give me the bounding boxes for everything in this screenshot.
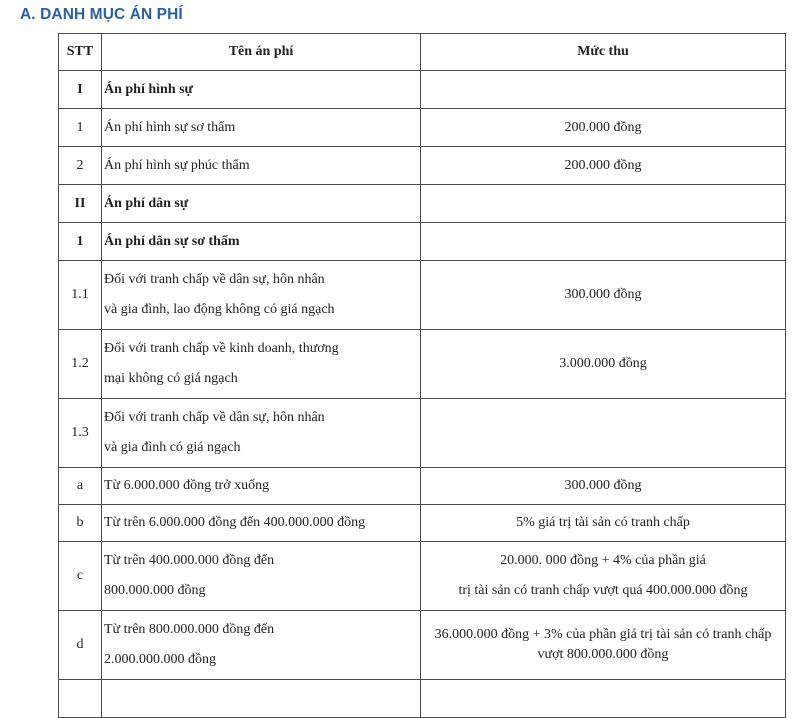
table-header-row <box>59 34 786 71</box>
table-row <box>59 680 786 718</box>
header-fee: Mức thu <box>421 34 786 71</box>
row-name <box>102 399 421 468</box>
row-name-line: Đối với tranh chấp về dân sự, hôn nhân <box>104 410 325 425</box>
row-name-line: Đối với tranh chấp về dân sự, hôn nhân <box>104 272 325 287</box>
table-row <box>59 223 786 261</box>
row-stt: I <box>59 71 102 109</box>
section-title: A. DANH MỤC ÁN PHÍ <box>20 6 183 23</box>
row-stt: d <box>59 611 102 680</box>
row-fee <box>421 611 786 680</box>
row-name-line: và gia đình, lao động không có giá ngạch <box>104 302 335 317</box>
row-stt: 1 <box>59 109 102 147</box>
row-fee <box>421 680 786 718</box>
row-name: Án phí hình sự <box>102 71 421 109</box>
fee-table <box>58 33 786 718</box>
row-name-line: Từ trên 800.000.000 đồng đến <box>104 622 275 637</box>
row-name: Từ trên 6.000.000 đồng đến 400.000.000 đồng <box>102 505 421 542</box>
row-stt: b <box>59 505 102 542</box>
table-row <box>59 109 786 147</box>
row-name: Án phí hình sự sơ thẩm <box>102 109 421 147</box>
row-name <box>102 542 421 611</box>
row-name-line: Từ trên 400.000.000 đồng đến <box>104 553 275 568</box>
row-fee-line: 36.000.000 đồng + 3% của phần giá trị tài sản có tranh chấp <box>434 627 772 642</box>
row-name-line: Đối với tranh chấp về kinh doanh, thương <box>104 341 339 356</box>
table-row <box>59 147 786 185</box>
row-fee <box>421 542 786 611</box>
table-row <box>59 330 786 399</box>
row-name-line: 800.000.000 đồng <box>104 583 206 598</box>
table-row <box>59 611 786 680</box>
row-stt <box>59 680 102 718</box>
row-fee-line: 20.000. 000 đồng + 4% của phần giá <box>500 553 706 568</box>
row-name: Án phí dân sự <box>102 185 421 223</box>
table-row <box>59 542 786 611</box>
table-row <box>59 505 786 542</box>
row-stt: c <box>59 542 102 611</box>
row-fee <box>421 399 786 468</box>
row-name-line: và gia đình có giá ngạch <box>104 440 241 455</box>
row-fee: 5% giá trị tài sản có tranh chấp <box>421 505 786 542</box>
header-stt: STT <box>59 34 102 71</box>
row-fee: 200.000 đồng <box>421 147 786 185</box>
table-row <box>59 71 786 109</box>
row-name <box>102 680 421 718</box>
row-name: Án phí hình sự phúc thẩm <box>102 147 421 185</box>
row-fee-line: vượt 800.000.000 đồng <box>537 647 669 662</box>
row-name-line: mại không có giá ngạch <box>104 371 238 386</box>
row-name <box>102 611 421 680</box>
row-stt: 1.2 <box>59 330 102 399</box>
row-stt: 1 <box>59 223 102 261</box>
table-row <box>59 261 786 330</box>
table-row <box>59 399 786 468</box>
row-stt: 1.1 <box>59 261 102 330</box>
row-stt: 2 <box>59 147 102 185</box>
row-fee <box>421 185 786 223</box>
row-stt: a <box>59 468 102 505</box>
row-fee: 300.000 đồng <box>421 468 786 505</box>
row-fee: 200.000 đồng <box>421 109 786 147</box>
row-name-line: 2.000.000.000 đồng <box>104 652 216 667</box>
row-name: Từ 6.000.000 đồng trở xuống <box>102 468 421 505</box>
row-stt: 1.3 <box>59 399 102 468</box>
row-stt: II <box>59 185 102 223</box>
header-name: Tên án phí <box>102 34 421 71</box>
row-name <box>102 261 421 330</box>
row-name <box>102 330 421 399</box>
row-fee: 300.000 đồng <box>421 261 786 330</box>
row-fee <box>421 223 786 261</box>
table-row <box>59 468 786 505</box>
table-row <box>59 185 786 223</box>
row-name: Án phí dân sự sơ thẩm <box>102 223 421 261</box>
row-fee <box>421 71 786 109</box>
row-fee-line: trị tài sản có tranh chấp vượt quá 400.000.000 đồng <box>458 583 748 598</box>
row-fee: 3.000.000 đồng <box>421 330 786 399</box>
